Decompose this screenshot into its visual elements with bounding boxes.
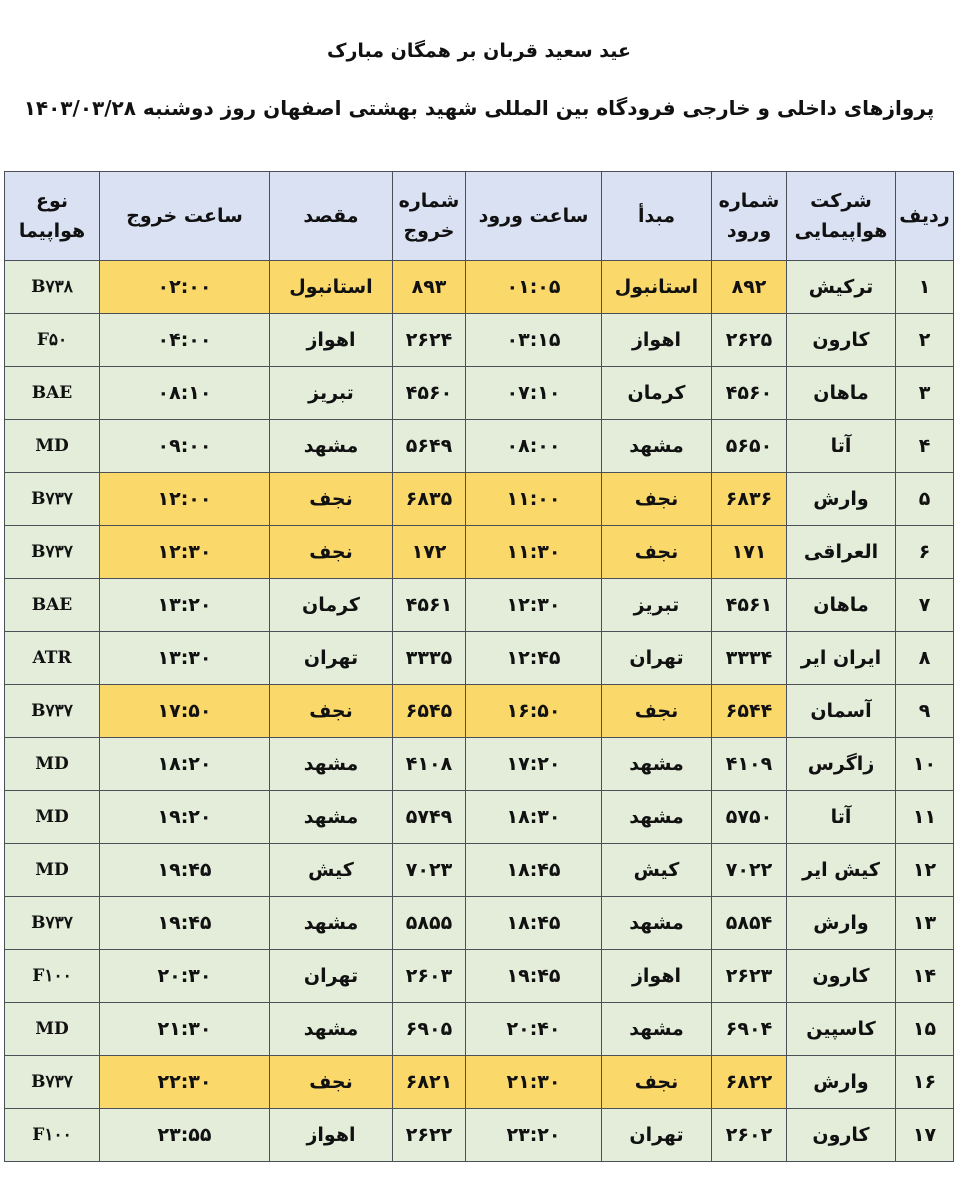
cell-departure-number: ۶۹۰۵ [393, 1003, 466, 1056]
cell-departure-time: ۱۲:۳۰ [100, 526, 270, 579]
cell-departure-time: ۲۰:۳۰ [100, 950, 270, 1003]
cell-airline: العراقی [787, 526, 896, 579]
col-header-arrival-time: ساعت ورود [466, 172, 602, 261]
cell-aircraft-type: F۱۰۰ [5, 1109, 100, 1162]
cell-arrival-number: ۳۳۳۴ [712, 632, 787, 685]
cell-origin: نجف [602, 526, 712, 579]
table-row [5, 738, 954, 791]
table-row [5, 1003, 954, 1056]
col-header-destination: مقصد [270, 172, 393, 261]
cell-airline: وارش [787, 473, 896, 526]
cell-destination: نجف [270, 685, 393, 738]
cell-airline: کارون [787, 950, 896, 1003]
cell-row-number: ۱۴ [896, 950, 954, 1003]
table-row [5, 1109, 954, 1162]
cell-aircraft-type: MD [5, 738, 100, 791]
cell-row-number: ۱ [896, 261, 954, 314]
cell-destination: نجف [270, 473, 393, 526]
cell-aircraft-type: B۷۳۸ [5, 261, 100, 314]
table-row [5, 950, 954, 1003]
cell-airline: آسمان [787, 685, 896, 738]
cell-arrival-number: ۲۶۲۵ [712, 314, 787, 367]
cell-departure-time: ۰۲:۰۰ [100, 261, 270, 314]
cell-departure-time: ۲۳:۵۵ [100, 1109, 270, 1162]
flights-table [4, 171, 954, 1162]
cell-destination: تبریز [270, 367, 393, 420]
col-header-row: ردیف [896, 172, 954, 261]
cell-row-number: ۴ [896, 420, 954, 473]
cell-aircraft-type: MD [5, 1003, 100, 1056]
cell-airline: کارون [787, 1109, 896, 1162]
cell-arrival-time: ۰۱:۰۵ [466, 261, 602, 314]
cell-aircraft-type: B۷۳۷ [5, 526, 100, 579]
cell-aircraft-type: MD [5, 844, 100, 897]
cell-row-number: ۱۲ [896, 844, 954, 897]
cell-arrival-time: ۱۲:۴۵ [466, 632, 602, 685]
cell-arrival-number: ۶۵۴۴ [712, 685, 787, 738]
cell-departure-time: ۱۳:۳۰ [100, 632, 270, 685]
cell-arrival-time: ۱۹:۴۵ [466, 950, 602, 1003]
cell-origin: مشهد [602, 1003, 712, 1056]
cell-arrival-time: ۰۷:۱۰ [466, 367, 602, 420]
table-row [5, 685, 954, 738]
cell-origin: مشهد [602, 791, 712, 844]
cell-row-number: ۸ [896, 632, 954, 685]
table-row [5, 791, 954, 844]
cell-destination: اهواز [270, 314, 393, 367]
table-row [5, 526, 954, 579]
cell-airline: ترکیش [787, 261, 896, 314]
cell-airline: کارون [787, 314, 896, 367]
cell-departure-number: ۲۶۲۴ [393, 314, 466, 367]
cell-airline: آتا [787, 420, 896, 473]
cell-destination: تهران [270, 632, 393, 685]
cell-departure-number: ۴۱۰۸ [393, 738, 466, 791]
cell-departure-number: ۴۵۶۱ [393, 579, 466, 632]
cell-origin: نجف [602, 473, 712, 526]
cell-departure-time: ۰۸:۱۰ [100, 367, 270, 420]
cell-departure-number: ۲۶۰۳ [393, 950, 466, 1003]
cell-aircraft-type: BAE [5, 579, 100, 632]
cell-arrival-time: ۱۸:۴۵ [466, 897, 602, 950]
cell-aircraft-type: B۷۳۷ [5, 685, 100, 738]
col-header-aircraft: نوع هواپیما [5, 172, 100, 261]
cell-departure-number: ۵۶۴۹ [393, 420, 466, 473]
cell-origin: مشهد [602, 420, 712, 473]
cell-departure-time: ۱۹:۲۰ [100, 791, 270, 844]
cell-row-number: ۲ [896, 314, 954, 367]
cell-origin: مشهد [602, 738, 712, 791]
cell-destination: مشهد [270, 897, 393, 950]
cell-airline: وارش [787, 897, 896, 950]
page-subheading: پروازهای داخلی و خارجی فرودگاه بین المللی شهید بهشتی اصفهان روز دوشنبه ۱۴۰۳/۰۳/۲۸ [23, 96, 935, 120]
cell-destination: مشهد [270, 738, 393, 791]
table-row [5, 261, 954, 314]
cell-row-number: ۱۱ [896, 791, 954, 844]
cell-airline: وارش [787, 1056, 896, 1109]
cell-departure-time: ۲۲:۳۰ [100, 1056, 270, 1109]
cell-airline: ایران ایر [787, 632, 896, 685]
cell-aircraft-type: BAE [5, 367, 100, 420]
cell-departure-number: ۳۳۳۵ [393, 632, 466, 685]
cell-departure-number: ۸۹۳ [393, 261, 466, 314]
cell-origin: اهواز [602, 950, 712, 1003]
cell-airline: آتا [787, 791, 896, 844]
cell-departure-time: ۰۴:۰۰ [100, 314, 270, 367]
cell-arrival-time: ۱۱:۰۰ [466, 473, 602, 526]
cell-arrival-time: ۰۳:۱۵ [466, 314, 602, 367]
cell-arrival-time: ۱۶:۵۰ [466, 685, 602, 738]
cell-departure-number: ۴۵۶۰ [393, 367, 466, 420]
cell-destination: مشهد [270, 420, 393, 473]
cell-destination: مشهد [270, 1003, 393, 1056]
cell-arrival-time: ۲۰:۴۰ [466, 1003, 602, 1056]
table-row [5, 1056, 954, 1109]
cell-arrival-number: ۱۷۱ [712, 526, 787, 579]
cell-row-number: ۱۵ [896, 1003, 954, 1056]
cell-arrival-number: ۴۵۶۰ [712, 367, 787, 420]
cell-origin: نجف [602, 1056, 712, 1109]
table-row [5, 314, 954, 367]
cell-airline: ماهان [787, 579, 896, 632]
cell-row-number: ۷ [896, 579, 954, 632]
cell-row-number: ۱۰ [896, 738, 954, 791]
cell-aircraft-type: F۵۰ [5, 314, 100, 367]
cell-destination: کیش [270, 844, 393, 897]
cell-origin: تهران [602, 1109, 712, 1162]
table-row [5, 579, 954, 632]
cell-departure-time: ۰۹:۰۰ [100, 420, 270, 473]
cell-row-number: ۹ [896, 685, 954, 738]
cell-arrival-number: ۲۶۰۲ [712, 1109, 787, 1162]
page-heading: عید سعید قربان بر همگان مبارک [327, 40, 631, 62]
cell-arrival-number: ۸۹۲ [712, 261, 787, 314]
cell-departure-time: ۲۱:۳۰ [100, 1003, 270, 1056]
cell-departure-number: ۵۷۴۹ [393, 791, 466, 844]
cell-destination: نجف [270, 1056, 393, 1109]
cell-aircraft-type: B۷۳۷ [5, 1056, 100, 1109]
cell-arrival-time: ۱۸:۳۰ [466, 791, 602, 844]
cell-destination: نجف [270, 526, 393, 579]
col-header-departure-time: ساعت خروج [100, 172, 270, 261]
cell-arrival-time: ۰۸:۰۰ [466, 420, 602, 473]
flights-table-body [5, 261, 954, 1162]
cell-arrival-number: ۵۸۵۴ [712, 897, 787, 950]
cell-departure-time: ۱۳:۲۰ [100, 579, 270, 632]
col-header-origin: مبدأ [602, 172, 712, 261]
cell-arrival-time: ۲۱:۳۰ [466, 1056, 602, 1109]
table-row [5, 897, 954, 950]
cell-arrival-number: ۶۹۰۴ [712, 1003, 787, 1056]
cell-airline: ماهان [787, 367, 896, 420]
cell-departure-time: ۱۹:۴۵ [100, 897, 270, 950]
cell-arrival-number: ۶۸۲۲ [712, 1056, 787, 1109]
cell-arrival-number: ۵۷۵۰ [712, 791, 787, 844]
cell-aircraft-type: B۷۳۷ [5, 473, 100, 526]
cell-row-number: ۱۶ [896, 1056, 954, 1109]
cell-aircraft-type: MD [5, 420, 100, 473]
cell-departure-number: ۱۷۲ [393, 526, 466, 579]
cell-departure-time: ۱۷:۵۰ [100, 685, 270, 738]
cell-destination: استانبول [270, 261, 393, 314]
col-header-arrival-no: شماره ورود [712, 172, 787, 261]
cell-departure-number: ۵۸۵۵ [393, 897, 466, 950]
cell-origin: نجف [602, 685, 712, 738]
cell-arrival-time: ۱۷:۲۰ [466, 738, 602, 791]
cell-origin: مشهد [602, 897, 712, 950]
cell-departure-number: ۶۵۴۵ [393, 685, 466, 738]
cell-row-number: ۶ [896, 526, 954, 579]
cell-destination: اهواز [270, 1109, 393, 1162]
cell-row-number: ۵ [896, 473, 954, 526]
cell-arrival-number: ۴۵۶۱ [712, 579, 787, 632]
cell-destination: کرمان [270, 579, 393, 632]
cell-origin: تهران [602, 632, 712, 685]
cell-aircraft-type: F۱۰۰ [5, 950, 100, 1003]
cell-arrival-time: ۲۳:۲۰ [466, 1109, 602, 1162]
cell-departure-time: ۱۹:۴۵ [100, 844, 270, 897]
cell-arrival-number: ۵۶۵۰ [712, 420, 787, 473]
cell-destination: تهران [270, 950, 393, 1003]
cell-departure-time: ۱۲:۰۰ [100, 473, 270, 526]
cell-arrival-time: ۱۲:۳۰ [466, 579, 602, 632]
cell-aircraft-type: B۷۳۷ [5, 897, 100, 950]
col-header-departure-no: شماره خروج [393, 172, 466, 261]
cell-origin: کیش [602, 844, 712, 897]
col-header-airline: شرکت هواپیمایی [787, 172, 896, 261]
cell-origin: اهواز [602, 314, 712, 367]
cell-arrival-time: ۱۸:۴۵ [466, 844, 602, 897]
cell-airline: کاسپین [787, 1003, 896, 1056]
cell-arrival-time: ۱۱:۳۰ [466, 526, 602, 579]
cell-origin: تبریز [602, 579, 712, 632]
cell-departure-number: ۷۰۲۳ [393, 844, 466, 897]
cell-aircraft-type: ATR [5, 632, 100, 685]
cell-departure-number: ۶۸۲۱ [393, 1056, 466, 1109]
cell-departure-time: ۱۸:۲۰ [100, 738, 270, 791]
table-row [5, 473, 954, 526]
cell-arrival-number: ۴۱۰۹ [712, 738, 787, 791]
cell-aircraft-type: MD [5, 791, 100, 844]
table-header-row [5, 172, 954, 261]
cell-departure-number: ۲۶۲۲ [393, 1109, 466, 1162]
cell-arrival-number: ۲۶۲۳ [712, 950, 787, 1003]
cell-row-number: ۱۷ [896, 1109, 954, 1162]
cell-destination: مشهد [270, 791, 393, 844]
cell-airline: زاگرس [787, 738, 896, 791]
cell-airline: کیش ایر [787, 844, 896, 897]
cell-departure-number: ۶۸۳۵ [393, 473, 466, 526]
cell-row-number: ۱۳ [896, 897, 954, 950]
cell-arrival-number: ۷۰۲۲ [712, 844, 787, 897]
table-row [5, 844, 954, 897]
cell-arrival-number: ۶۸۳۶ [712, 473, 787, 526]
table-row [5, 420, 954, 473]
table-row [5, 367, 954, 420]
cell-origin: استانبول [602, 261, 712, 314]
cell-origin: کرمان [602, 367, 712, 420]
cell-row-number: ۳ [896, 367, 954, 420]
table-row [5, 632, 954, 685]
